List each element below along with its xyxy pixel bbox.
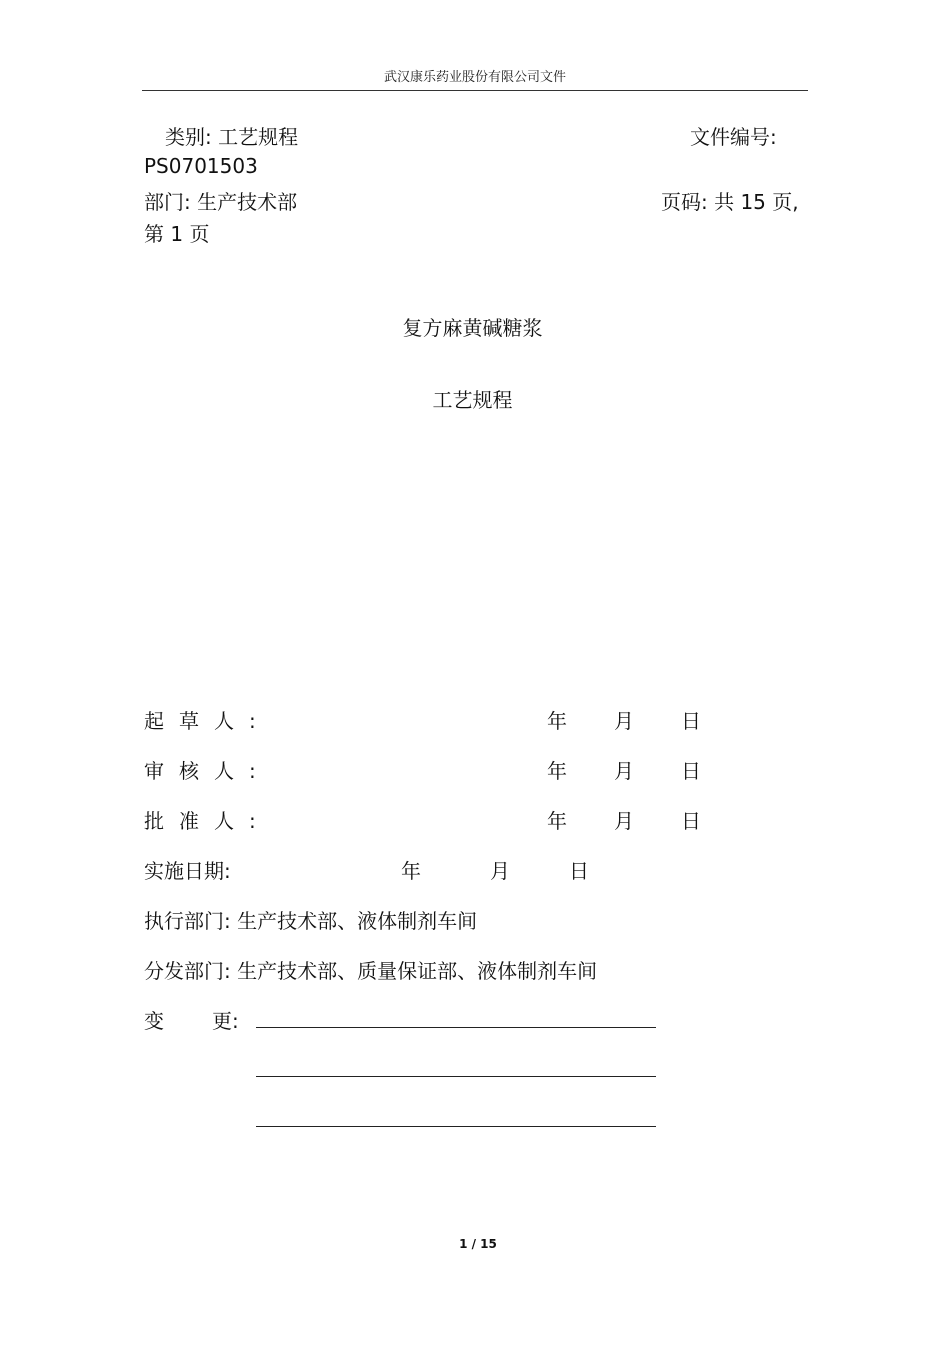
approver-month: 月	[614, 809, 634, 833]
current-page-label: 第 1 页	[144, 222, 210, 246]
effective-year: 年	[401, 859, 421, 883]
doc-number-label: 文件编号:	[690, 125, 777, 149]
document-subtitle: 工艺规程	[432, 388, 513, 412]
document-title: 复方麻黄碱糖浆	[402, 316, 543, 340]
change-line-1	[256, 1027, 656, 1028]
doc-number-value: PS0701503	[144, 154, 258, 178]
page-count-label: 页码: 共 15 页,	[661, 190, 799, 214]
header-divider	[142, 90, 808, 91]
approver-year: 年	[547, 809, 567, 833]
reviewer-year: 年	[547, 759, 567, 783]
reviewer-label: 审核人:	[144, 759, 271, 783]
drafter-month: 月	[614, 709, 634, 733]
change-label-left: 变	[144, 1009, 164, 1033]
effective-day: 日	[569, 859, 589, 883]
distribution-departments: 分发部门: 生产技术部、质量保证部、液体制剂车间	[144, 959, 598, 983]
reviewer-month: 月	[614, 759, 634, 783]
effective-month: 月	[490, 859, 510, 883]
page-number: 1 / 15	[459, 1237, 497, 1251]
department-label: 部门: 生产技术部	[144, 190, 298, 214]
execution-department: 执行部门: 生产技术部、液体制剂车间	[144, 909, 478, 933]
approver-label: 批准人:	[144, 809, 271, 833]
approver-day: 日	[681, 809, 701, 833]
change-line-3	[256, 1126, 656, 1127]
drafter-label: 起草人:	[144, 709, 271, 733]
effective-date-label: 实施日期:	[144, 859, 231, 883]
change-label-right: 更:	[212, 1009, 239, 1033]
drafter-day: 日	[681, 709, 701, 733]
change-line-2	[256, 1076, 656, 1077]
document-header: 武汉康乐药业股份有限公司文件	[383, 70, 566, 85]
drafter-year: 年	[547, 709, 567, 733]
reviewer-day: 日	[681, 759, 701, 783]
category-label: 类别: 工艺规程	[165, 125, 299, 149]
